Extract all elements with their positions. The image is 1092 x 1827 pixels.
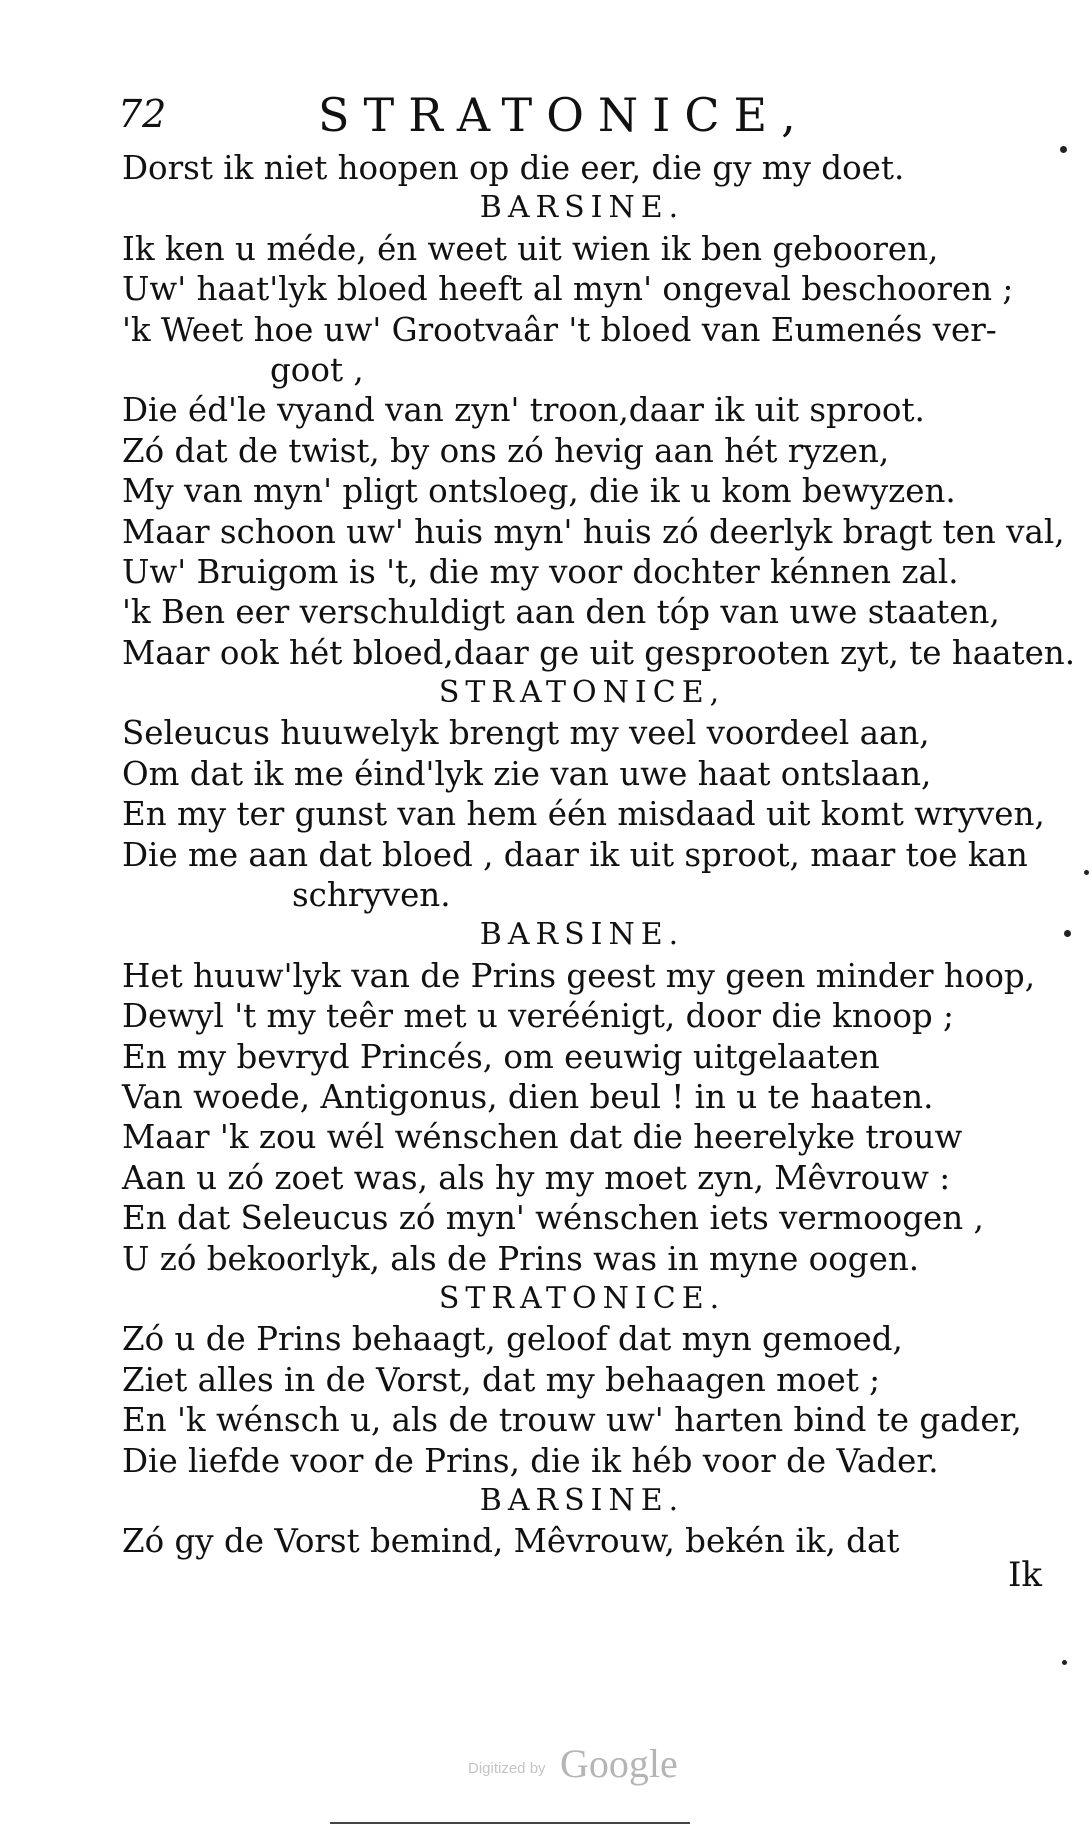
verse-line: schryven. bbox=[292, 876, 451, 915]
ink-speck bbox=[1084, 870, 1089, 875]
verse-body bbox=[122, 148, 1076, 1562]
speaker-name: BARSINE. bbox=[479, 1482, 685, 1518]
verse-line: En my bevryd Princés, om eeuwig uitgelaaten bbox=[122, 1037, 880, 1076]
verse-line: Seleucus huuwelyk brengt my veel voordeel aan, bbox=[122, 714, 930, 753]
verse-line: U zó bekoorlyk, als de Prins was in myne oogen. bbox=[122, 1239, 920, 1278]
running-title: STRATONICE, bbox=[318, 88, 810, 142]
verse-line: goot , bbox=[270, 350, 364, 389]
verse-line: Om dat ik me éind'lyk zie van uwe haat ontslaan, bbox=[122, 754, 932, 793]
verse-line: Maar ook hét bloed,daar ge uit gesprooten zyt, te haaten. bbox=[122, 633, 1076, 672]
verse-line: Zó dat de twist, by ons zó hevig aan hét ryzen, bbox=[122, 431, 890, 470]
verse-line: Van woede, Antigonus, dien beul ! in u te haaten. bbox=[122, 1077, 934, 1116]
verse-line: Ziet alles in de Vorst, dat my behaagen moet ; bbox=[122, 1360, 881, 1399]
ink-speck bbox=[1064, 930, 1071, 937]
verse-line: Dorst ik niet hoopen op die eer, die gy my doet. bbox=[122, 149, 905, 187]
digitized-by-google-watermark bbox=[468, 1740, 708, 1790]
verse-line: Uw' haat'lyk bloed heeft al myn' ongeval beschooren ; bbox=[122, 270, 1014, 309]
verse-line: Die éd'le vyand van zyn' troon,daar ik uit sproot. bbox=[122, 391, 925, 430]
verse-line: Maar 'k zou wél wénschen dat die heerelyke trouw bbox=[122, 1118, 963, 1157]
verse-line: 'k Weet hoe uw' Grootvaâr 't bloed van Eumenés ver- bbox=[122, 310, 997, 349]
google-logo-text: Google bbox=[560, 1741, 678, 1786]
verse-line: Het huuw'lyk van de Prins geest my geen minder hoop, bbox=[122, 956, 1036, 995]
verse-line: Zó u de Prins behaagt, geloof dat myn gemoed, bbox=[122, 1320, 903, 1359]
digitized-by-text: Digitized by bbox=[468, 1760, 546, 1777]
ink-speck bbox=[1060, 146, 1067, 153]
speaker-name: STRATONICE. bbox=[438, 1280, 726, 1316]
verse-line: Zó gy de Vorst bemind, Mêvrouw, bekén ik, dat bbox=[122, 1522, 900, 1561]
verse-line: Dewyl 't my teêr met u veréénigt, door die knoop ; bbox=[122, 997, 954, 1036]
verse-line: En dat Seleucus zó myn' wénschen iets vermoogen , bbox=[122, 1199, 984, 1238]
speaker-name: STRATONICE, bbox=[438, 675, 726, 711]
verse-line: Ik ken u méde, én weet uit wien ik ben gebooren, bbox=[122, 229, 939, 268]
speaker-name: BARSINE. bbox=[479, 917, 685, 953]
verse-line: Die liefde voor de Prins, die ik héb voor de Vader. bbox=[122, 1441, 939, 1480]
page-number: 72 bbox=[118, 92, 167, 136]
bottom-rule bbox=[330, 1822, 690, 1824]
catchword: Ik bbox=[1008, 1555, 1043, 1595]
page-header bbox=[118, 88, 1028, 148]
verse-line: Uw' Bruigom is 't, die my voor dochter kénnen zal. bbox=[122, 552, 959, 591]
verse-line: En my ter gunst van hem één misdaad uit komt wryven, bbox=[122, 795, 1045, 834]
verse-line: Maar schoon uw' huis myn' huis zó deerlyk bragt ten val, bbox=[122, 512, 1065, 551]
verse-line: Die me aan dat bloed , daar ik uit sproot, maar toe kan bbox=[122, 835, 1028, 874]
verse-line: Aan u zó zoet was, als hy my moet zyn, Mêvrouw : bbox=[122, 1158, 951, 1197]
ink-speck bbox=[1062, 1660, 1067, 1665]
speaker-name: BARSINE. bbox=[479, 190, 685, 226]
verse-line: En 'k wénsch u, als de trouw uw' harten bind te gader, bbox=[122, 1401, 1022, 1440]
verse-line: 'k Ben eer verschuldigt aan den tóp van uwe staaten, bbox=[122, 593, 1000, 632]
verse-line: My van myn' pligt ontsloeg, die ik u kom bewyzen. bbox=[122, 472, 956, 511]
